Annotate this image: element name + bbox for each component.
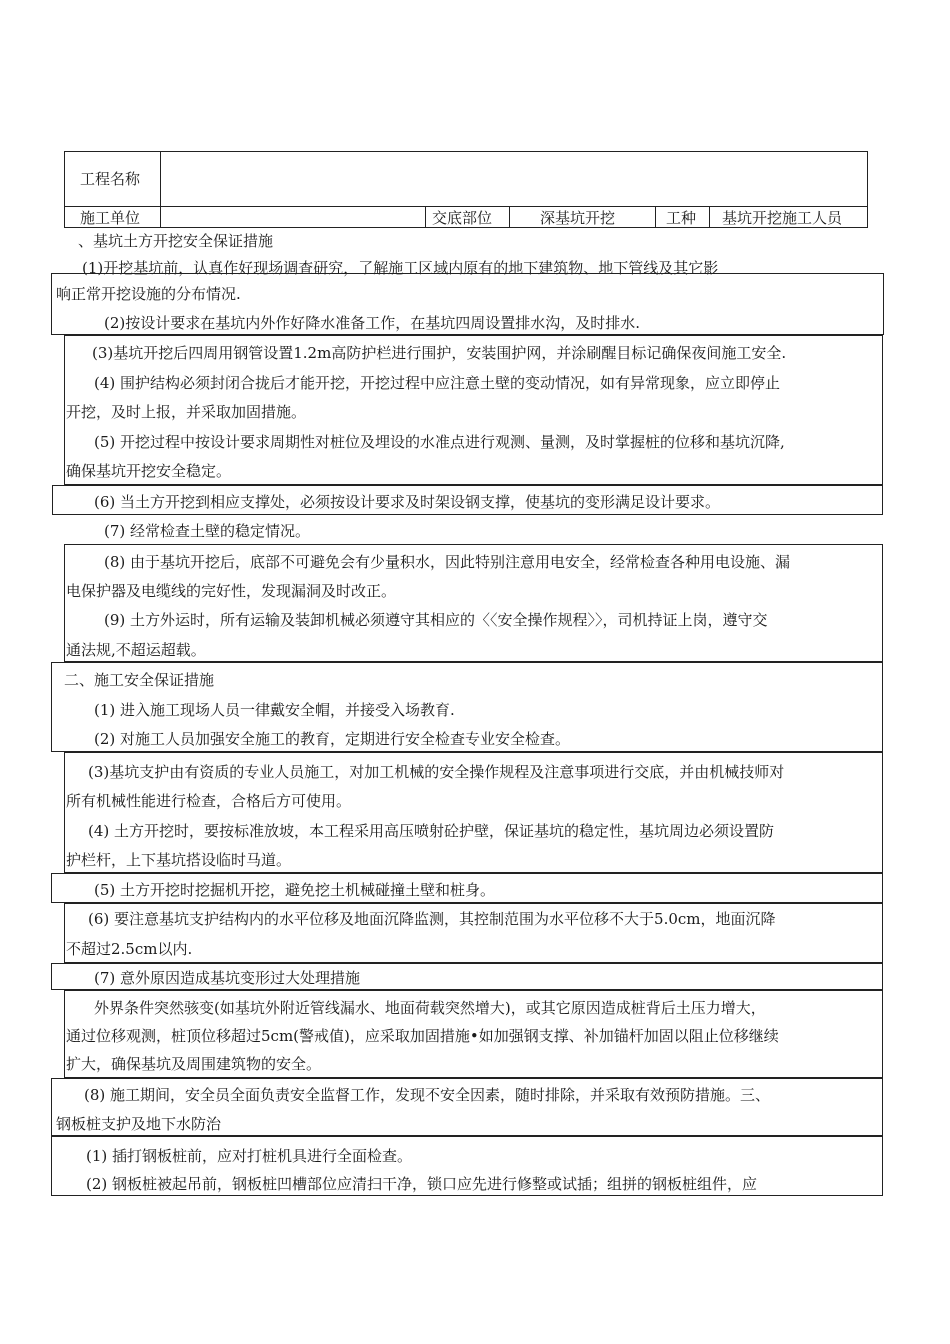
section3-line-2: (2) 钢板桩被起吊前，钢板桩凹槽部位应清扫干净，锁口应先进行修整或试插；组拼的钢板桩组件，应 [86, 1175, 758, 1193]
section2-line-5: (4) 土方开挖时，要按标准放坡，本工程采用高压喷射砼护壁，保证基坑的稳定性，基坑周边必须设置防 [88, 822, 775, 840]
header-col-divider-2 [425, 206, 426, 228]
construction-unit-label: 施工单位 [80, 209, 141, 227]
section1-line-9: (6) 当土方开挖到相应支撑处，必须按设计要求及时架设钢支撑，使基坑的变形满足设计要求。 [94, 493, 721, 511]
section1-line-10: (7) 经常检查土壁的稳定情况。 [104, 522, 311, 540]
section1-title: 、基坑土方开挖安全保证措施 [78, 232, 274, 250]
section1-line-5: (4) 围护结构必须封闭合拢后才能开挖，开挖过程中应注意土壁的变动情况，如有异常现象，应立即停止 [94, 374, 781, 392]
section1-line-1: (1)开挖基坑前，认真作好现场调查研究，了解施工区域内原有的地下建筑物、地下管线及其它影 [82, 259, 719, 277]
section1-line-12: 电保护器及电缆线的完好性，发现漏洞及时改正。 [66, 582, 397, 600]
section1-line-6: 开挖，及时上报，并采取加固措施。 [66, 403, 307, 421]
section2-title: 二、施工安全保证措施 [64, 671, 215, 689]
section1-line-8: 确保基坑开挖安全稳定。 [66, 462, 232, 480]
section2-line-14: (8) 施工期间，安全员全面负责安全监督工作，发现不安全因素，随时排除，并采取有效预防措施。三、 [84, 1086, 771, 1104]
section2-line-12: 通过位移观测，桩顶位移超过5cm(警戒值)，应采取加固措施•如加强钢支撑、补加锚杆加固以阻止位移继续 [66, 1027, 779, 1045]
header-col-divider-5 [709, 206, 710, 228]
section1-line-14: 通法规,不超运超载。 [66, 641, 206, 659]
section2-line-11: 外界条件突然骇变(如基坑外附近管线漏水、地面荷载突然增大)，或其它原因造成桩背后土压力增大， [94, 999, 766, 1017]
header-col-divider-3 [509, 206, 510, 228]
section2-line-15: 钢板桩支护及地下水防治 [56, 1115, 222, 1133]
section2-line-10: (7) 意外原因造成基坑变形过大处理措施 [94, 969, 361, 987]
section3-line-1: (1) 插打钢板桩前，应对打桩机具进行全面检查。 [86, 1147, 413, 1165]
section2-line-7: (5) 土方开挖时挖掘机开挖，避免挖土机械碰撞土壁和桩身。 [94, 881, 496, 899]
trade-label: 工种 [666, 209, 697, 227]
section2-line-8: (6) 要注意基坑支护结构内的水平位移及地面沉降监测，其控制范围为水平位移不大于5.0cm，地面沉降 [88, 910, 776, 928]
briefing-part-label: 交底部位 [432, 209, 493, 227]
header-col-divider-4 [655, 206, 656, 228]
header-row-divider [64, 206, 868, 207]
section1-line-3: (2)按设计要求在基坑内外作好降水准备工作，在基坑四周设置排水沟，及时排水. [104, 314, 641, 332]
project-name-label: 工程名称 [80, 170, 141, 188]
header-col-divider-1 [160, 151, 161, 228]
section2-line-9: 不超过2.5cm以内. [66, 940, 193, 958]
section2-line-13: 扩大，确保基坑及周围建筑物的安全。 [66, 1055, 322, 1073]
section1-line-2: 响正常开挖设施的分布情况. [56, 285, 241, 303]
section1-line-13: (9) 土方外运时，所有运输及装卸机械必须遵守其相应的〈〈安全操作规程〉〉，司机持证上岗，遵守交 [104, 611, 768, 629]
section1-line-4: (3)基坑开挖后四周用钢管设置1.2m高防护栏进行围护，安装围护网，并涂刷醒目标记确保夜间施工安全. [92, 344, 787, 362]
section2-line-2: (2) 对施工人员加强安全施工的教育，定期进行安全检查专业安全检查。 [94, 730, 571, 748]
section2-line-3: (3)基坑支护由有资质的专业人员施工，对加工机械的安全操作规程及注意事项进行交底，并由机械技师对 [88, 763, 785, 781]
trade-value: 基坑开挖施工人员 [722, 209, 843, 227]
section2-line-6: 护栏杆，上下基坑搭设临时马道。 [66, 851, 292, 869]
briefing-part-value: 深基坑开挖 [540, 209, 616, 227]
section2-line-4: 所有机械性能进行检查，合格后方可使用。 [66, 792, 352, 810]
section2-line-1: (1) 进入施工现场人员一律戴安全帽，并接受入场教育. [94, 701, 455, 719]
section1-line-7: (5) 开挖过程中按设计要求周期性对桩位及埋设的水准点进行观测、量测，及时掌握桩的位移和基坑沉降, [94, 433, 785, 451]
section1-line-11: (8) 由于基坑开挖后，底部不可避免会有少量积水，因此特别注意用电安全，经常检查各种用电设施、漏 [104, 553, 791, 571]
